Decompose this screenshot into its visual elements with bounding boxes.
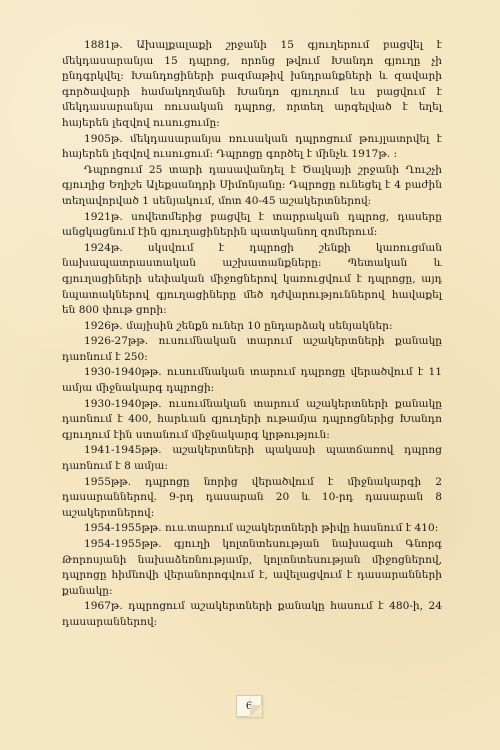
paragraph: 1941-1945թթ. աշակերտների պակասի պատճառով դպրոց դառնում է 8 ամյա:: [62, 444, 442, 473]
paragraph: 1924թ. սկսվում է դպրոցի շենքի կառուցման նախապատրաստական աշխատանքները: Պետական և գյուղացիների սեփական միջոցներով կառուցվում է դպրոցը, այդ նպատակներով գյուղացիները մեծ դժվարություններով հավաքել են 800 փութ ցորի:: [62, 241, 442, 317]
paragraph: 1930-1940թթ. ուսումնական տարում դպրոցը վերածվում է 11 ամյա միջնակարգ դպրոցի:: [62, 366, 442, 395]
page-number: 6: [236, 695, 262, 717]
paragraph: 1930-1940թթ. ուսումնական տարում աշակերտների քանակը դառնում է 400, հարևան գյուղերի ութամյա դպրոցներից Խանդո գյուղում էին ստանում միջնակարգ կրթություն:: [62, 397, 442, 441]
paragraph: 1881թ. Ախալքալաքի շրջանի 15 գյուղերում բացվել է մեկդասարանյա 15 դպրոց, որոնց թվում Խանդո գյուղը չի ընդգրկվել: Խանդոցիների բազմաթիվ խնդրանքների և զավարի գործավարի համակողմանի Խանդո գյուղում ևս բացվում է մեկդասարանյա ռուսական դպրոց, որտեղ արգելված է եղել հայերեն լեզվով ուսուցումը:: [62, 39, 442, 129]
paragraph: 1955թթ. դպրոցը նորից վերածվում է միջնակարգի 2 դասարաններով. 9-րդ դասարան 20 և 10-րդ դասարան 8 աշակերտներով:: [62, 475, 442, 519]
paragraph: 1954-1955թթ. գյուղի կոլտնտեսության նախագահ Գնորգ Թորոսյանի նախաձեռնությամբ, կոլտնտեսության միջոցներով, դպրոցը հիմնովի վերանորոգվում է, ավելացվում է դասարանների քանակը:: [62, 538, 442, 597]
paragraph: 1967թ. դպրոցում աշակերտների քանակը հասում է 480-ի, 24 դասարաններով:: [62, 600, 442, 628]
paragraph: 1926թ. մայիսին շենքն ուներ 10 ընդարձակ սենյակներ:: [84, 319, 393, 332]
paragraph: Դպրոցում 25 տարի դասավանդել է Ծալկայի շրջանի Ղուշչի գյուղից Եղիշե Ալեքսանդրի Սիմոնյանը: Դպրոցը ունեցել է 4 բաժին տեղավորված 1 սենյակում, մոտ 40-45 աշակերտներով:: [62, 163, 442, 207]
paragraph: 1926-27թթ. ուսումնական տարում աշակերտների քանակը դառնում է 250:: [62, 335, 442, 363]
page-body: [62, 38, 442, 631]
paragraph: 1921թ. սովետմերից բացվել է տարրական դպրոց, դասերը անցկացնում էին գյուղացիներին պատկանող զոմերում:: [62, 210, 442, 239]
paragraph: 1905թ. մեկդասարանյա ռուսական դպրոցում թույլատրվել է հայերեն լեզվով ուսուցում: Դպրոցը գործել է մինչև 1917թ. :: [62, 132, 442, 161]
paragraph: 1954-1955թթ. ուս.տարում աշակերտների թիվը հասնում է 410:: [84, 522, 439, 535]
